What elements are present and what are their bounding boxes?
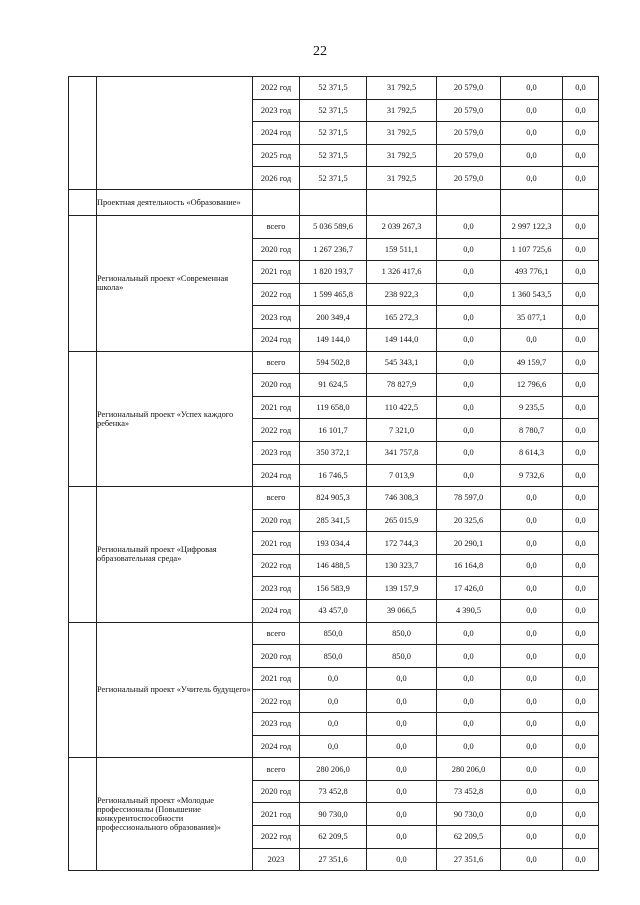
value-cell: 0,0 [437,261,501,284]
value-cell: 0,0 [437,441,501,464]
project-name-cell: Региональный проект «Успех каждого ребенка» [97,351,253,487]
value-cell: 20 579,0 [437,167,501,190]
value-cell: 0,0 [563,261,599,284]
value-cell: 149 144,0 [300,328,367,351]
value-cell: 0,0 [501,826,563,849]
year-cell: 2021 год [253,396,300,419]
year-cell: всего [253,758,300,781]
value-cell: 0,0 [501,780,563,803]
value-cell: 20 290,1 [437,532,501,555]
value-cell: 7 013,9 [367,464,437,487]
year-cell: 2022 год [253,554,300,577]
value-cell: 43 457,0 [300,600,367,623]
value-cell: 0,0 [563,803,599,826]
year-cell: 2021 год [253,261,300,284]
value-cell: 5 036 589,6 [300,215,367,238]
year-cell: 2023 год [253,713,300,736]
value-cell: 0,0 [563,464,599,487]
year-cell: 2023 год [253,441,300,464]
value-cell: 119 658,0 [300,396,367,419]
year-cell: 2023 год [253,577,300,600]
value-cell: 0,0 [437,396,501,419]
value-cell: 0,0 [501,532,563,555]
table-row [69,622,599,645]
table-row [69,215,599,238]
value-cell: 35 077,1 [501,306,563,329]
empty-cell [367,189,437,215]
value-cell: 20 579,0 [437,144,501,167]
page-number: 22 [313,44,327,59]
value-cell: 0,0 [563,600,599,623]
value-cell: 0,0 [501,735,563,758]
year-cell: 2022 год [253,419,300,442]
year-cell: 2026 год [253,167,300,190]
value-cell: 0,0 [563,396,599,419]
value-cell: 0,0 [563,238,599,261]
year-cell: 2020 год [253,780,300,803]
value-cell: 31 792,5 [367,77,437,100]
value-cell: 1 326 417,6 [367,261,437,284]
year-cell: 2023 [253,848,300,871]
table-row [69,758,599,781]
value-cell: 0,0 [300,713,367,736]
value-cell: 0,0 [367,667,437,690]
value-cell: 16 164,8 [437,554,501,577]
value-cell: 91 624,5 [300,374,367,397]
value-cell: 0,0 [501,122,563,145]
index-cell [69,351,97,487]
value-cell: 0,0 [563,667,599,690]
value-cell: 0,0 [437,464,501,487]
value-cell: 850,0 [367,645,437,668]
value-cell: 130 323,7 [367,554,437,577]
value-cell: 159 511,1 [367,238,437,261]
year-cell: 2020 год [253,238,300,261]
table-row [69,487,599,510]
value-cell: 0,0 [437,215,501,238]
value-cell: 20 325,6 [437,509,501,532]
value-cell: 0,0 [563,826,599,849]
value-cell: 285 341,5 [300,509,367,532]
value-cell: 0,0 [437,306,501,329]
value-cell: 20 579,0 [437,122,501,145]
value-cell: 0,0 [563,577,599,600]
value-cell: 0,0 [367,848,437,871]
value-cell: 172 744,3 [367,532,437,555]
value-cell: 52 371,5 [300,167,367,190]
year-cell: 2020 год [253,645,300,668]
value-cell: 0,0 [437,328,501,351]
value-cell: 16 101,7 [300,419,367,442]
value-cell: 0,0 [563,167,599,190]
value-cell: 156 583,9 [300,577,367,600]
value-cell: 0,0 [563,328,599,351]
value-cell: 52 371,5 [300,77,367,100]
value-cell: 17 426,0 [437,577,501,600]
value-cell: 0,0 [563,758,599,781]
value-cell: 7 321,0 [367,419,437,442]
value-cell: 0,0 [563,99,599,122]
value-cell: 39 066,5 [367,600,437,623]
index-cell [69,189,97,215]
value-cell: 0,0 [563,735,599,758]
value-cell: 341 757,8 [367,441,437,464]
value-cell: 0,0 [563,848,599,871]
value-cell: 0,0 [367,735,437,758]
value-cell: 0,0 [501,713,563,736]
value-cell: 1 599 465,8 [300,283,367,306]
value-cell: 0,0 [501,99,563,122]
value-cell: 0,0 [437,419,501,442]
value-cell: 0,0 [437,667,501,690]
value-cell: 824 905,3 [300,487,367,510]
value-cell: 139 157,9 [367,577,437,600]
value-cell: 0,0 [563,419,599,442]
value-cell: 0,0 [563,509,599,532]
year-cell: всего [253,215,300,238]
value-cell: 52 371,5 [300,122,367,145]
value-cell: 0,0 [563,622,599,645]
value-cell: 78 597,0 [437,487,501,510]
value-cell: 1 360 543,5 [501,283,563,306]
value-cell: 73 452,8 [300,780,367,803]
year-cell: 2025 год [253,144,300,167]
year-cell: 2023 год [253,99,300,122]
value-cell: 0,0 [501,487,563,510]
value-cell: 52 371,5 [300,99,367,122]
value-cell: 0,0 [501,690,563,713]
year-cell: 2021 год [253,803,300,826]
year-cell: 2022 год [253,826,300,849]
index-cell [69,77,97,190]
value-cell: 850,0 [367,622,437,645]
value-cell: 1 267 236,7 [300,238,367,261]
value-cell: 20 579,0 [437,99,501,122]
value-cell: 0,0 [563,215,599,238]
value-cell: 0,0 [563,77,599,100]
value-cell: 0,0 [300,735,367,758]
section-row [69,189,599,215]
value-cell: 0,0 [501,645,563,668]
value-cell: 0,0 [563,374,599,397]
value-cell: 0,0 [501,600,563,623]
value-cell: 0,0 [563,441,599,464]
year-cell: 2020 год [253,509,300,532]
value-cell: 90 730,0 [437,803,501,826]
value-cell: 8 780,7 [501,419,563,442]
value-cell: 0,0 [437,283,501,306]
value-cell: 280 206,0 [300,758,367,781]
value-cell: 12 796,6 [501,374,563,397]
value-cell: 0,0 [437,645,501,668]
value-cell: 27 351,6 [300,848,367,871]
value-cell: 0,0 [563,144,599,167]
year-cell: 2024 год [253,328,300,351]
index-cell [69,215,97,351]
project-name-cell: Региональный проект «Цифровая образовательная среда» [97,487,253,623]
value-cell: 0,0 [501,77,563,100]
year-cell: 2024 год [253,600,300,623]
value-cell: 62 209,5 [300,826,367,849]
project-name-cell: Региональный проект «Современная школа» [97,215,253,351]
year-cell: 2024 год [253,122,300,145]
value-cell: 265 015,9 [367,509,437,532]
value-cell: 0,0 [437,713,501,736]
value-cell: 238 922,3 [367,283,437,306]
value-cell: 78 827,9 [367,374,437,397]
value-cell: 0,0 [563,780,599,803]
section-title: Проектная деятельность «Образование» [97,189,253,215]
value-cell: 4 390,5 [437,600,501,623]
year-cell: всего [253,487,300,510]
value-cell: 0,0 [563,645,599,668]
value-cell: 0,0 [563,122,599,145]
value-cell: 0,0 [437,690,501,713]
value-cell: 73 452,8 [437,780,501,803]
value-cell: 0,0 [501,328,563,351]
value-cell: 0,0 [501,848,563,871]
value-cell: 0,0 [501,144,563,167]
year-cell: 2020 год [253,374,300,397]
year-cell: 2023 год [253,306,300,329]
value-cell: 0,0 [501,758,563,781]
value-cell: 0,0 [367,690,437,713]
value-cell: 0,0 [563,283,599,306]
empty-cell [563,189,599,215]
empty-cell [253,189,300,215]
value-cell: 850,0 [300,645,367,668]
year-cell: 2021 год [253,532,300,555]
index-cell [69,758,97,871]
value-cell: 0,0 [501,803,563,826]
value-cell: 0,0 [437,351,501,374]
value-cell: 31 792,5 [367,144,437,167]
value-cell: 165 272,3 [367,306,437,329]
table-row [69,77,599,100]
value-cell: 280 206,0 [437,758,501,781]
project-name-cell: Региональный проект «Учитель будущего» [97,622,253,758]
value-cell: 0,0 [563,690,599,713]
year-cell: 2022 год [253,690,300,713]
value-cell: 193 034,4 [300,532,367,555]
value-cell: 90 730,0 [300,803,367,826]
value-cell: 850,0 [300,622,367,645]
year-cell: всего [253,622,300,645]
value-cell: 350 372,1 [300,441,367,464]
value-cell: 0,0 [501,667,563,690]
value-cell: 0,0 [367,826,437,849]
value-cell: 0,0 [300,690,367,713]
value-cell: 0,0 [437,622,501,645]
value-cell: 0,0 [501,509,563,532]
value-cell: 149 144,0 [367,328,437,351]
value-cell: 16 746,5 [300,464,367,487]
value-cell: 1 107 725,6 [501,238,563,261]
year-cell: 2022 год [253,283,300,306]
value-cell: 493 776,1 [501,261,563,284]
value-cell: 0,0 [563,713,599,736]
value-cell: 0,0 [501,622,563,645]
value-cell: 594 502,8 [300,351,367,374]
value-cell: 146 488,5 [300,554,367,577]
value-cell: 0,0 [501,577,563,600]
year-cell: 2024 год [253,735,300,758]
value-cell: 20 579,0 [437,77,501,100]
index-cell [69,622,97,758]
value-cell: 0,0 [501,167,563,190]
value-cell: 0,0 [563,306,599,329]
value-cell: 49 159,7 [501,351,563,374]
value-cell: 0,0 [300,667,367,690]
year-cell: 2022 год [253,77,300,100]
value-cell: 62 209,5 [437,826,501,849]
index-cell [69,487,97,623]
empty-cell [437,189,501,215]
empty-cell [300,189,367,215]
value-cell: 0,0 [563,487,599,510]
value-cell: 52 371,5 [300,144,367,167]
value-cell: 0,0 [437,238,501,261]
value-cell: 31 792,5 [367,167,437,190]
empty-cell [501,189,563,215]
value-cell: 2 997 122,3 [501,215,563,238]
value-cell: 1 820 193,7 [300,261,367,284]
year-cell: 2021 год [253,667,300,690]
value-cell: 2 039 267,3 [367,215,437,238]
budget-table [68,76,599,871]
value-cell: 0,0 [437,735,501,758]
value-cell: 8 614,3 [501,441,563,464]
value-cell: 0,0 [563,532,599,555]
value-cell: 746 308,3 [367,487,437,510]
value-cell: 9 732,6 [501,464,563,487]
value-cell: 0,0 [563,351,599,374]
project-name-cell [97,77,253,190]
value-cell: 27 351,6 [437,848,501,871]
project-name-cell: Региональный проект «Молодые профессионалы (Повышение конкурентоспособности профессионального образования)» [97,758,253,871]
value-cell: 9 235,5 [501,396,563,419]
table-row [69,351,599,374]
value-cell: 0,0 [437,374,501,397]
value-cell: 0,0 [367,713,437,736]
year-cell: 2024 год [253,464,300,487]
value-cell: 0,0 [367,803,437,826]
value-cell: 545 343,1 [367,351,437,374]
year-cell: всего [253,351,300,374]
value-cell: 31 792,5 [367,99,437,122]
value-cell: 110 422,5 [367,396,437,419]
value-cell: 0,0 [367,758,437,781]
value-cell: 0,0 [501,554,563,577]
value-cell: 0,0 [367,780,437,803]
value-cell: 31 792,5 [367,122,437,145]
value-cell: 200 349,4 [300,306,367,329]
value-cell: 0,0 [563,554,599,577]
